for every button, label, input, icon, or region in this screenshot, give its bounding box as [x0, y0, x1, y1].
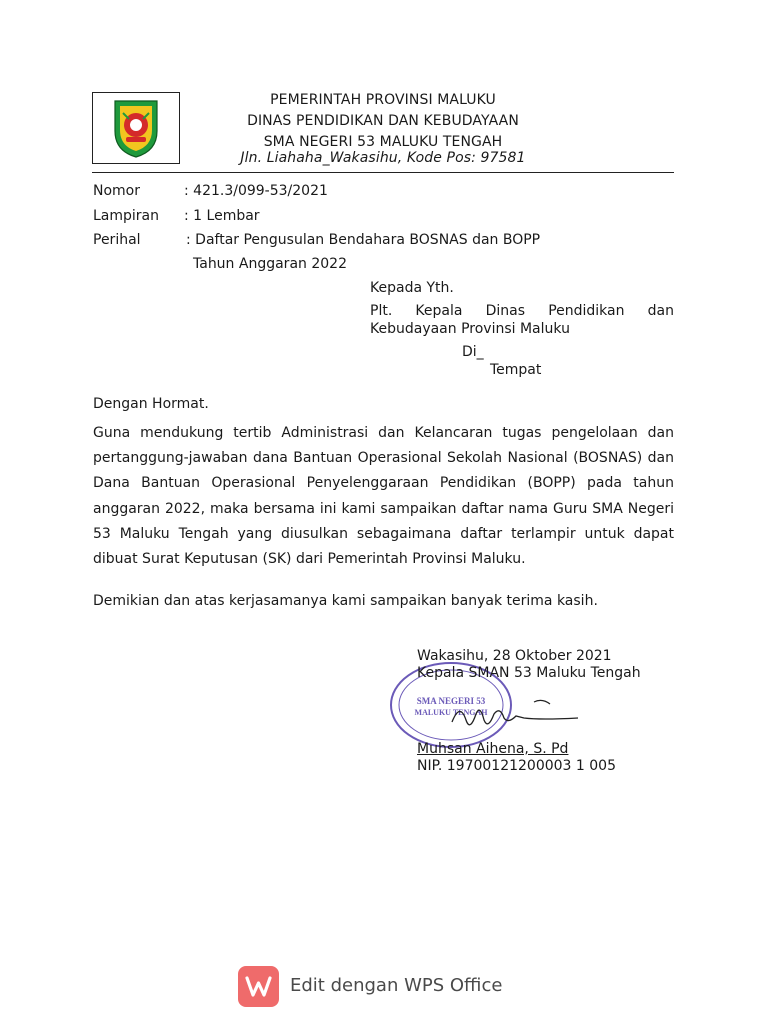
wps-office-icon[interactable]	[238, 966, 279, 1007]
perihal-value: : Daftar Pengusulan Bendahara BOSNAS dan BOPP	[186, 232, 541, 248]
salutation: Dengan Hormat.	[93, 396, 209, 412]
body-paragraph: Guna mendukung tertib Administrasi dan Kelancaran tugas pengelolaan dan pertanggung-jawaban dana Bantuan Operasional Sekolah Nasional (BOSNAS) dan Dana Bantuan Operasional Penyelenggaraan Pendidikan (BOPP) pada tahun anggaran 2022, maka bersama ini kami sampaikan daftar nama Guru SMA Negeri 53 Maluku Tengah yang diusulkan sebagaimana daftar terlampir untuk dapat dibuat Surat Keputusan (SK) dari Pemerintah Provinsi Maluku.	[93, 425, 674, 568]
sign-position: Kepala SMAN 53 Maluku Tengah	[417, 665, 641, 681]
logo-frame	[92, 92, 180, 164]
nomor-value: : 421.3/099-53/2021	[184, 183, 328, 199]
wps-edit-link[interactable]: Edit dengan WPS Office	[290, 975, 503, 996]
sign-name: Muhsan Aihena, S. Pd	[417, 741, 569, 757]
closing-sentence: Demikian dan atas kerjasamanya kami sampaikan banyak terima kasih.	[93, 593, 598, 609]
letterhead-line-2: DINAS PENDIDIKAN DAN KEBUDAYAAN	[247, 113, 519, 129]
stamp-text-1: SMA NEGERI 53	[416, 696, 486, 706]
stamp-text-2: MALUKU TENGAH	[414, 708, 488, 717]
recipient-addressee-2: Kebudayaan Provinsi Maluku	[370, 321, 570, 337]
letterhead-line-1: PEMERINTAH PROVINSI MALUKU	[270, 92, 496, 108]
letterhead-line-3: SMA NEGERI 53 MALUKU TENGAH	[263, 134, 503, 150]
lampiran-value: : 1 Lembar	[184, 208, 260, 224]
recipient-di: Di_	[462, 344, 484, 360]
recipient-greeting: Kepada Yth.	[370, 280, 454, 296]
nomor-label: Nomor	[93, 183, 140, 199]
sign-place-date: Wakasihu, 28 Oktober 2021	[417, 648, 612, 664]
letterhead-address: Jln. Liahaha_Wakasihu, Kode Pos: 97581	[240, 150, 526, 166]
perihal-value-2: Tahun Anggaran 2022	[193, 256, 347, 272]
lampiran-label: Lampiran	[93, 208, 160, 224]
recipient-place: Tempat	[490, 362, 542, 378]
handwritten-signature	[450, 692, 580, 742]
recipient-addressee: Plt. Kepala Dinas Pendidikan dan	[370, 303, 674, 319]
letterhead-divider	[92, 172, 674, 173]
sign-nip: NIP. 19700121200003 1 005	[417, 758, 616, 774]
provincial-crest-icon	[93, 93, 179, 163]
perihal-label: Perihal	[93, 232, 141, 248]
